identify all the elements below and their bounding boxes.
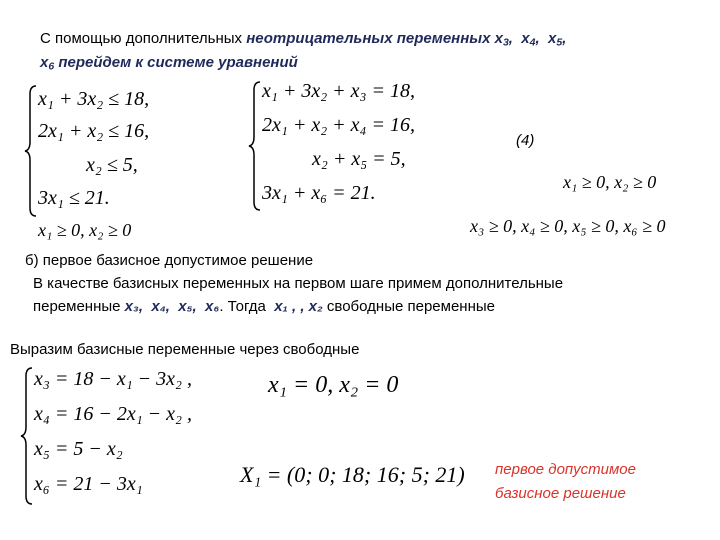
- intro-line-2: $x_6$ перейдем к системе уравнений: [40, 54, 298, 73]
- solution-caption-2: базисное решение: [495, 485, 626, 502]
- solution-caption-1: первое допустимое: [495, 461, 636, 478]
- intro-emphasis: неотрицательных переменных $x_3$, $x_4$, $x_5$,: [246, 30, 567, 49]
- original-nonneg: x₁ ≥ 0, x₂ ≥ 0: [38, 220, 132, 240]
- canonical-line-2: 2x₁ + x₂ + x₄ = 16,: [262, 114, 415, 136]
- canonical-line-3: x₂ + x₅ = 5,: [312, 148, 406, 170]
- express-heading: Выразим базисные переменные через свободные: [10, 341, 360, 358]
- original-line-1: x₁ + 3x₂ ≤ 18,: [38, 88, 150, 110]
- canonical-nonneg-2: x₃ ≥ 0, x₄ ≥ 0, x₅ ≥ 0, x₆ ≥ 0: [470, 216, 666, 236]
- original-line-4: 3x₁ ≤ 21.: [38, 187, 110, 209]
- canonical-line-4: 3x₁ + x₆ = 21.: [262, 182, 376, 204]
- express-line-1: x₃ = 18 − x₁ − 3x₂ ,: [34, 368, 192, 390]
- intro-line-1: С помощью дополнительных неотрицательных переменных $x_3$, $x_4$, $x_5$,: [40, 30, 567, 49]
- express-line-4: x₆ = 21 − 3x₁: [34, 473, 143, 495]
- express-line-3: x₅ = 5 − x₂: [34, 438, 123, 460]
- express-line-2: x₄ = 16 − 2x₁ − x₂ ,: [34, 403, 192, 425]
- original-line-3: x₂ ≤ 5,: [86, 154, 138, 176]
- canonical-nonneg-1: x₁ ≥ 0, x₂ ≥ 0: [563, 172, 657, 192]
- section-b-line-1: В качестве базисных переменных на первом шаге примем дополнительные: [33, 275, 564, 292]
- original-line-2: 2x₁ + x₂ ≤ 16,: [38, 120, 150, 142]
- equation-label: (4): [516, 132, 535, 149]
- section-b-heading: б) первое базисное допустимое решение: [25, 252, 314, 269]
- free-vars-zero: x₁ = 0, x₂ = 0: [268, 372, 399, 398]
- section-b-line-2: переменные x₃, x₄, x₅, x₆. Тогда x₁ , , x₂ свободные переменные: [33, 298, 495, 315]
- basic-solution: X₁ = (0; 0; 18; 16; 5; 21): [240, 462, 465, 487]
- canonical-line-1: x₁ + 3x₂ + x₃ = 18,: [262, 80, 415, 102]
